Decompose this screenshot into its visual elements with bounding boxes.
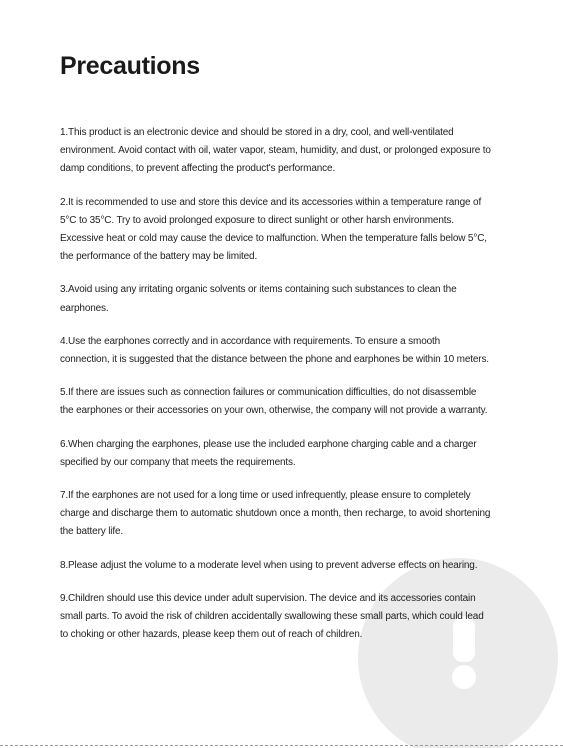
precaution-item-2: 2.It is recommended to use and store this device and its accessories within a temperature range of 5°C to 35°C. Try to avoid prolonged exposure to direct sunlight or other harsh environments. Excessive heat or cold may cause the device to malfunction. When the temperature falls below 5°C, the performance of the battery may be limited. (60, 196, 487, 263)
page-bottom-divider (0, 745, 563, 746)
precaution-item-4: 4.Use the earphones correctly and in accordance with requirements. To ensure a smooth connection, it is suggested that the distance between the phone and earphones be within 10 meters. (60, 335, 489, 366)
precaution-item-8: 8.Please adjust the volume to a moderate level when using to prevent adverse effects on hearing. (60, 559, 478, 571)
exclamation-dot-icon (452, 665, 476, 689)
precaution-item-9: 9.Children should use this device under adult supervision. The device and its accessories contain small parts. To avoid the risk of children accidentally swallowing these small parts, which could lead to choking or other hazards, please keep them out of reach of children. (60, 592, 484, 641)
precaution-item-6: 6.When charging the earphones, please use the included earphone charging cable and a charger specified by our company that meets the requirements. (60, 438, 477, 468)
precaution-item-3: 3.Avoid using any irritating organic solvents or items containing such substances to clean the earphones. (60, 284, 457, 314)
precaution-item-7: 7.If the earphones are not used for a long time or used infrequently, please ensure to completely charge and discharge them to automatic shutdown once a month, then recharge, to avoid shortening the battery life. (60, 490, 491, 538)
page-title: Precautions (60, 52, 200, 80)
precaution-item-5: 5.If there are issues such as connection failures or communication difficulties, do not disassemble the earphones or their accessories on your own, otherwise, the company will not provide a warranty. (60, 387, 488, 417)
precaution-item-1: 1.This product is an electronic device and should be stored in a dry, cool, and well-ventilated environment. Avoid contact with oil, water vapor, steam, humidity, and dust, or prolonged exposure to damp conditions, to prevent affecting the product's performance. (60, 127, 491, 175)
precautions-list (60, 124, 492, 644)
